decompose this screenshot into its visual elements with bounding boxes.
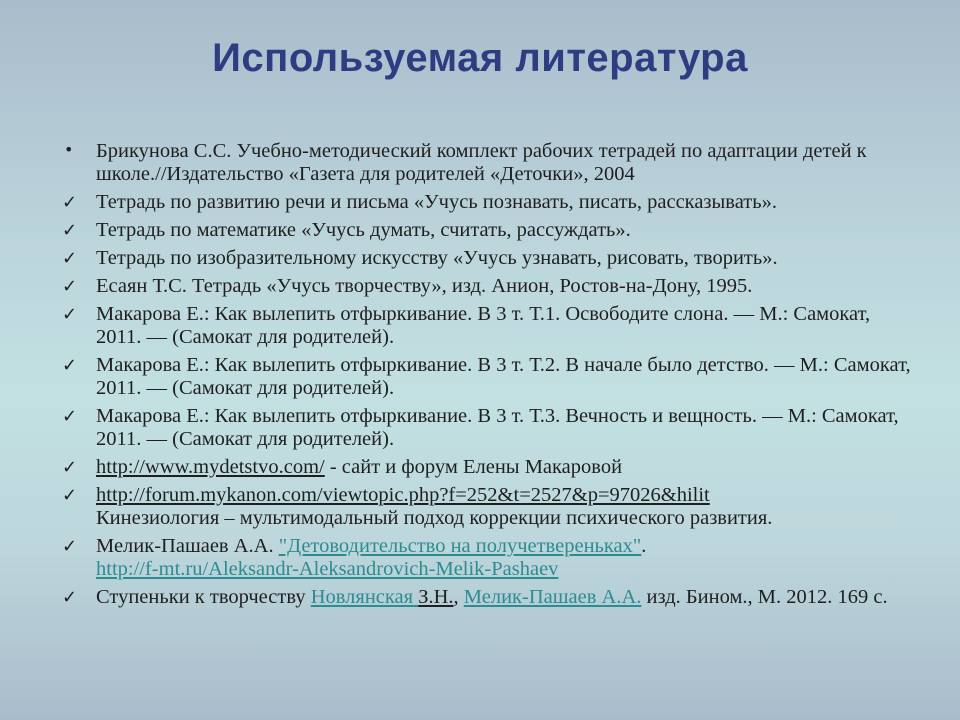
- item-text: Брикунова С.С. Учебно-методический комплект рабочих тетрадей по адаптации детей к школе.//Издательство «Газета для родителей «Деточки», 2004: [96, 140, 867, 185]
- f-mt-link[interactable]: http://f-mt.ru/Aleksandr-Aleksandrovich-Melik-Pashaev: [96, 558, 559, 580]
- list-item: [62, 405, 912, 451]
- item-text: - сайт и форум Елены Макаровой: [324, 456, 623, 478]
- author-link-initials[interactable]: З.Н.: [418, 586, 454, 608]
- bullet-icon: •: [64, 140, 74, 159]
- list-item: [62, 303, 912, 349]
- list-item: [62, 535, 912, 581]
- item-separator: ,: [453, 586, 464, 608]
- checkmark-icon: ✓: [62, 536, 78, 557]
- item-suffix: .: [641, 535, 647, 557]
- item-prefix: Ступеньки к творчеству: [96, 586, 311, 608]
- literature-list: [62, 140, 912, 614]
- checkmark-icon: ✓: [62, 304, 78, 325]
- item-text: Кинезиология – мультимодальный подход коррекции психического развития.: [96, 507, 773, 529]
- list-item: [62, 219, 912, 242]
- list-item: [62, 275, 912, 298]
- item-prefix: Мелик-Пашаев А.А.: [96, 535, 279, 557]
- item-text: Есаян Т.С. Тетрадь «Учусь творчеству», изд. Анион, Ростов-на-Дону, 1995.: [96, 275, 753, 297]
- forum-mykanon-link[interactable]: http://forum.mykanon.com/viewtopic.php?f=252&t=2527&p=97026&hilit: [96, 484, 710, 506]
- list-item: [62, 484, 912, 530]
- checkmark-icon: ✓: [62, 355, 78, 376]
- checkmark-icon: ✓: [62, 276, 78, 297]
- checkmark-icon: ✓: [62, 220, 78, 241]
- checkmark-icon: ✓: [62, 457, 78, 478]
- list-item: [62, 247, 912, 270]
- item-text: Макарова Е.: Как вылепить отфыркивание. В 3 т. Т.1. Освободите слона. — М.: Самокат, 2011. — (Самокат для родителей).: [96, 303, 871, 348]
- list-item: [62, 140, 912, 186]
- item-text: Макарова Е.: Как вылепить отфыркивание. В 3 т. Т.3. Вечность и вещность. — М.: Самокат, 2011. — (Самокат для родителей).: [96, 405, 899, 450]
- item-text: Макарова Е.: Как вылепить отфыркивание. В 3 т. Т.2. В начале было детство. — М.: Самокат, 2011. — (Самокат для родителей).: [96, 354, 911, 399]
- list-item: [62, 586, 912, 609]
- list-item: [62, 456, 912, 479]
- mydetstvo-link[interactable]: http://www.mydetstvo.com/: [96, 456, 325, 478]
- list-item: [62, 191, 912, 214]
- detovoditelstvo-link[interactable]: "Детоводительство на получетвереньках": [278, 535, 642, 557]
- checkmark-icon: ✓: [62, 248, 78, 269]
- item-text: Тетрадь по изобразительному искусству «Учусь узнавать, рисовать, творить».: [96, 247, 778, 269]
- checkmark-icon: ✓: [62, 587, 78, 608]
- author-link-novlyanskaya[interactable]: Новлянская: [310, 586, 419, 608]
- page-title: Используемая литература: [212, 36, 748, 80]
- item-text: Тетрадь по математике «Учусь думать, считать, рассуждать».: [96, 219, 631, 241]
- item-text: Тетрадь по развитию речи и письма «Учусь познавать, писать, рассказывать».: [96, 191, 777, 213]
- checkmark-icon: ✓: [62, 406, 78, 427]
- list-item: [62, 354, 912, 400]
- checkmark-icon: ✓: [62, 485, 78, 506]
- author-link-melik-pashaev[interactable]: Мелик-Пашаев А.А.: [463, 586, 642, 608]
- checkmark-icon: ✓: [62, 192, 78, 213]
- item-suffix: изд. Бином., М. 2012. 169 с.: [641, 586, 888, 608]
